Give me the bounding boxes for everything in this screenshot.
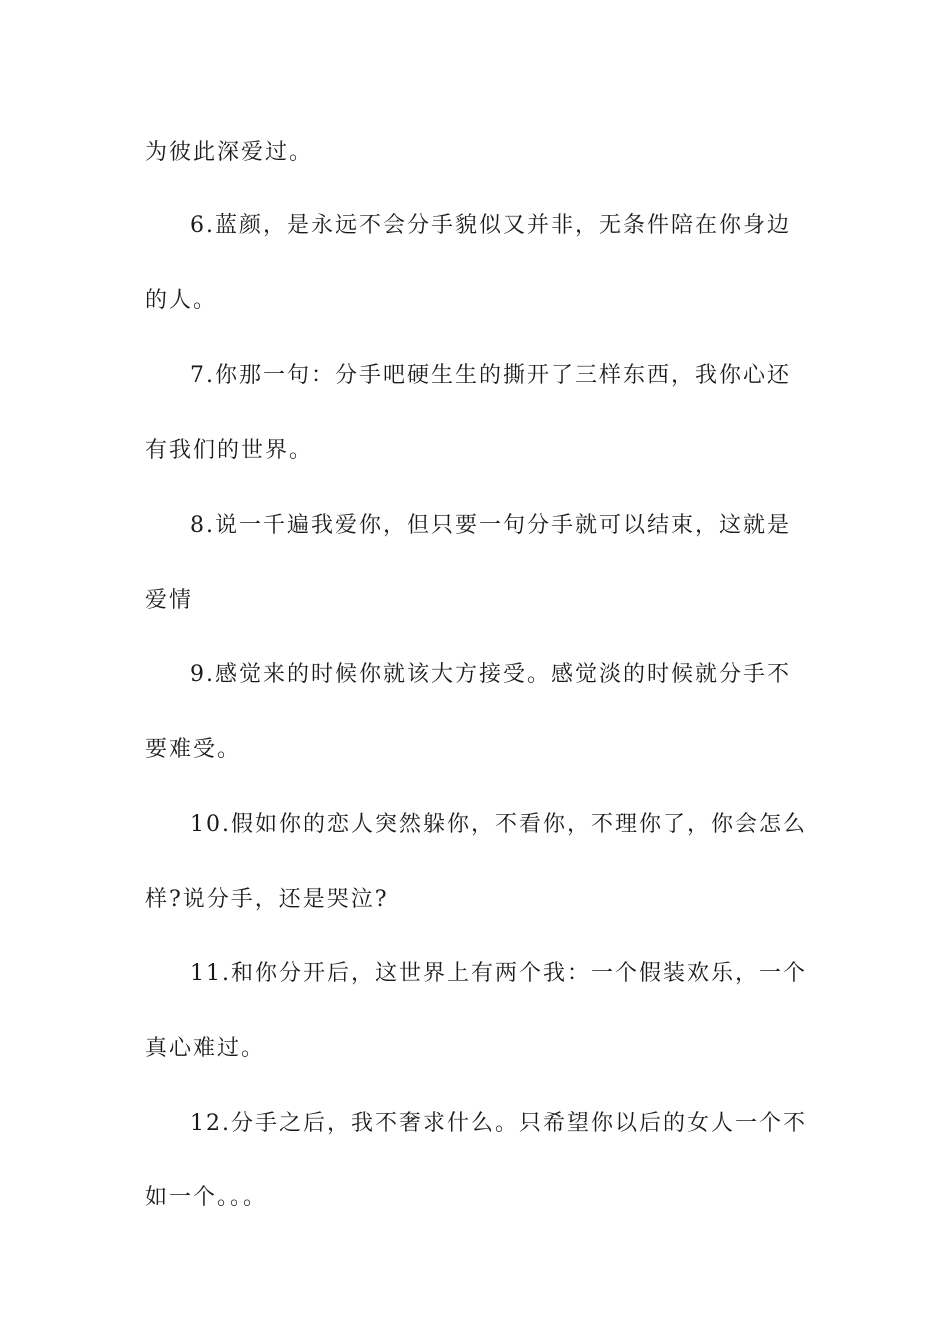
text-line: 9.感觉来的时候你就该大方接受。感觉淡的时候就分手不 xyxy=(190,662,791,687)
text-line: 7.你那一句：分手吧硬生生的撕开了三样东西，我你心还 xyxy=(190,363,791,388)
text-line: 12.分手之后，我不奢求什么。只希望你以后的女人一个不 xyxy=(190,1111,807,1136)
text-line: 爱情 xyxy=(145,588,194,613)
text-line: 10.假如你的恋人突然躲你，不看你，不理你了，你会怎么 xyxy=(190,812,807,837)
text-line: 11.和你分开后，这世界上有两个我：一个假装欢乐，一个 xyxy=(190,961,807,986)
text-line: 6.蓝颜，是永远不会分手貌似又并非，无条件陪在你身边 xyxy=(190,213,791,238)
text-line: 如一个。。。 xyxy=(145,1185,268,1210)
text-line: 真心难过。 xyxy=(145,1036,266,1061)
text-line: 的人。 xyxy=(145,288,218,313)
text-line: 要难受。 xyxy=(145,737,242,762)
text-line: 有我们的世界。 xyxy=(145,438,314,463)
text-line: 样?说分手，还是哭泣? xyxy=(145,887,389,912)
text-line: 8.说一千遍我爱你，但只要一句分手就可以结束，这就是 xyxy=(190,513,791,538)
text-line: 为彼此深爱过。 xyxy=(145,140,314,165)
